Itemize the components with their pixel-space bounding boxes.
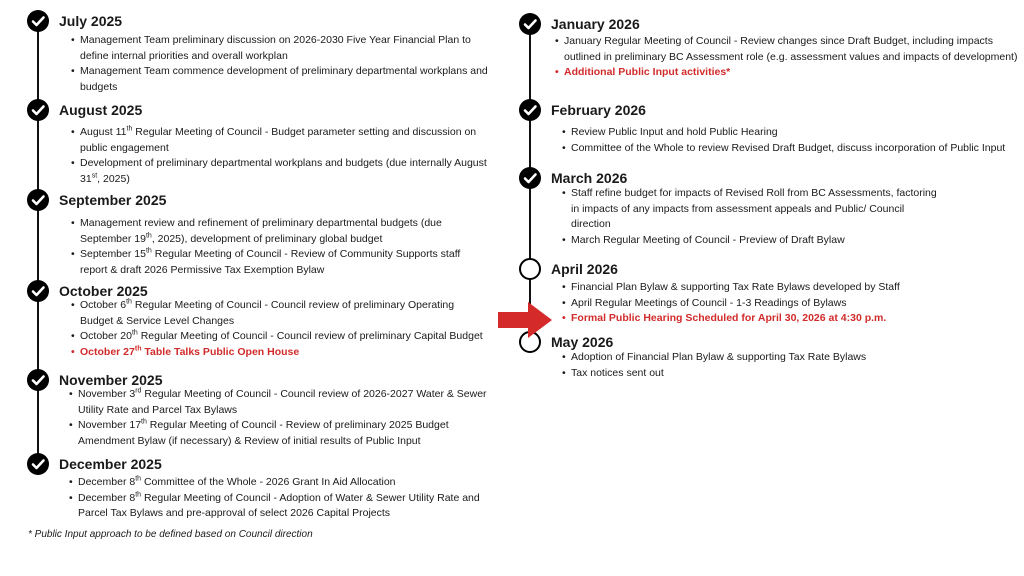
item-text: Management Team preliminary discussion on 2026-2030 Five Year Financial Plan to define internal priorities and overall workplan (80, 34, 471, 62)
checkmark-icon (519, 99, 541, 121)
item-list-november-2025 (68, 387, 498, 449)
item-text: , 2025), development of preliminary global budget (151, 232, 383, 245)
timeline-item (571, 233, 946, 249)
item-text: March Regular Meeting of Council - Preview of Draft Bylaw (571, 233, 845, 246)
milestone-node-november-2025 (27, 369, 49, 391)
item-text: December 8 (78, 491, 136, 504)
timeline-item (564, 34, 1024, 65)
timeline-item (571, 125, 1024, 141)
timeline-line-left (37, 20, 39, 464)
item-text: October 6 (80, 299, 127, 311)
checkmark-icon (27, 10, 49, 32)
checkmark-icon (519, 13, 541, 35)
item-text: September 15 (80, 248, 146, 260)
ordinal-suffix: th (131, 329, 138, 337)
highlight-arrow-icon (498, 302, 554, 338)
timeline-item (80, 64, 490, 95)
item-list-march-2026 (561, 186, 946, 248)
timeline-item (78, 387, 498, 418)
month-title-october-2025: October 2025 (59, 283, 148, 299)
ordinal-suffix: th (126, 125, 133, 133)
timeline-item (80, 247, 490, 278)
item-text: Additional Public Input activities* (564, 66, 731, 78)
item-text: Regular Meeting of Council - Council review of 2026-2027 Water & Sewer Utility Rate and Parcel Tax Bylaws (78, 388, 487, 416)
item-list-april-2026 (561, 280, 1024, 327)
item-text: Staff refine budget for impacts of Revised Roll from BC Assessments, factoring in impacts of any impacts from assessment appeals and Public/ Council direction (571, 187, 937, 230)
item-text: Tax notices sent out (571, 366, 664, 379)
milestone-node-october-2025 (27, 280, 49, 302)
timeline-item (571, 366, 1024, 382)
ordinal-suffix: th (145, 247, 152, 255)
milestone-node-january-2026 (519, 13, 541, 35)
item-list-december-2025 (68, 475, 498, 522)
month-title-april-2026: April 2026 (551, 261, 618, 277)
month-title-november-2025: November 2025 (59, 372, 163, 388)
timeline-item (571, 186, 946, 233)
item-text: December 8 (78, 476, 136, 488)
item-list-may-2026 (561, 350, 1024, 381)
item-text: Regular Meeting of Council - Review of preliminary 2025 Budget Amendment Bylaw (if necessary) & Review of initial results of Public Input (78, 419, 449, 447)
checkmark-icon (519, 167, 541, 189)
ordinal-suffix: th (126, 298, 132, 306)
timeline-item (571, 141, 1024, 157)
item-text: Regular Meeting of Council - Budget parameter setting and discussion on public engagement (80, 126, 477, 154)
item-list-january-2026 (554, 34, 1024, 81)
timeline-item (571, 296, 1024, 312)
item-text: August 11 (80, 126, 127, 138)
item-text: , 2025) (97, 172, 130, 185)
month-title-december-2025: December 2025 (59, 456, 162, 472)
month-title-january-2026: January 2026 (551, 16, 640, 32)
footnote: * Public Input approach to be defined based on Council direction (28, 529, 313, 540)
item-text: Management review and refinement of preliminary departmental budgets (due September 19 (80, 217, 442, 245)
timeline-item (80, 345, 490, 361)
timeline-item (571, 280, 1024, 296)
timeline-item (78, 475, 498, 491)
item-text: April Regular Meetings of Council - 1-3 Readings of Bylaws (571, 296, 847, 309)
item-text: Formal Public Hearing Scheduled for April 30, 2026 at 4:30 p.m. (571, 312, 887, 324)
item-list-february-2026 (561, 125, 1024, 156)
milestone-node-march-2026 (519, 167, 541, 189)
item-text: October 27 (80, 345, 135, 358)
month-title-august-2025: August 2025 (59, 102, 143, 118)
timeline-item (80, 125, 490, 156)
item-text: Management Team commence development of preliminary departmental workplans and budgets (80, 65, 488, 93)
item-list-july-2025 (70, 33, 490, 95)
item-text: Regular Meeting of Council - Council review of preliminary Capital Budget (137, 330, 483, 342)
milestone-node-december-2025 (27, 453, 49, 475)
timeline-item (80, 298, 490, 329)
month-title-february-2026: February 2026 (551, 102, 646, 118)
item-list-september-2025 (70, 216, 490, 278)
ordinal-suffix: th (135, 475, 142, 483)
ordinal-suffix: th (134, 345, 142, 352)
checkmark-icon (27, 280, 49, 302)
timeline-item (571, 311, 1024, 327)
milestone-node-september-2025 (27, 189, 49, 211)
month-title-september-2025: September 2025 (59, 192, 167, 208)
item-text: November 17 (78, 419, 142, 431)
item-text: Regular Meeting of Council - Council review of preliminary Operating Budget & Service Level Changes (80, 299, 455, 327)
checkmark-icon (27, 99, 49, 121)
item-text: Regular Meeting of Council - Review of Community Supports staff report & draft 2026 Permissive Tax Exemption Bylaw (80, 248, 461, 276)
timeline-item (80, 156, 490, 187)
month-title-march-2026: March 2026 (551, 170, 628, 186)
item-list-october-2025 (70, 298, 490, 360)
item-text: Development of preliminary departmental workplans and budgets (due internally August 31 (80, 157, 487, 185)
item-text: Committee of the Whole - 2026 Grant In Aid Allocation (141, 476, 396, 488)
ordinal-suffix: th (145, 232, 152, 239)
milestone-node-july-2025 (27, 10, 49, 32)
milestone-node-april-2026 (519, 258, 541, 280)
item-text: January Regular Meeting of Council - Review changes since Draft Budget, including impacts outlined in preliminary BC Assessment role (e.g. assessment values and impacts of development) (564, 35, 1018, 63)
timeline-item (80, 329, 490, 345)
item-text: Table Talks Public Open House (141, 345, 300, 358)
ordinal-suffix: th (135, 491, 142, 498)
timeline-item (564, 65, 1024, 81)
ordinal-suffix: rd (135, 387, 142, 395)
item-text: Adoption of Financial Plan Bylaw & supporting Tax Rate Bylaws (571, 351, 867, 363)
item-text: Financial Plan Bylaw & supporting Tax Rate Bylaws developed by Staff (571, 281, 900, 293)
item-text: Committee of the Whole to review Revised Draft Budget, discuss incorporation of Public Input (571, 141, 1006, 154)
checkmark-icon (27, 189, 49, 211)
item-list-august-2025 (70, 125, 490, 187)
milestone-node-february-2026 (519, 99, 541, 121)
item-text: Review Public Input and hold Public Hearing (571, 126, 778, 138)
milestone-node-august-2025 (27, 99, 49, 121)
ordinal-suffix: st (91, 172, 98, 179)
timeline-item (78, 491, 498, 522)
ordinal-suffix: th (141, 418, 147, 426)
checkmark-icon (27, 453, 49, 475)
timeline-item (571, 350, 1024, 366)
item-text: November 3 (78, 388, 136, 400)
month-title-may-2026: May 2026 (551, 334, 614, 350)
checkmark-icon (27, 369, 49, 391)
timeline-item (80, 216, 490, 247)
timeline-item (80, 33, 490, 64)
timeline-item (78, 418, 498, 449)
item-text: Regular Meeting of Council - Adoption of Water & Sewer Utility Rate and Parcel Tax Bylaws and pre-approval of select 2026 Capital Projects (78, 491, 480, 519)
month-title-july-2025: July 2025 (59, 13, 123, 29)
item-text: October 20 (80, 330, 132, 342)
